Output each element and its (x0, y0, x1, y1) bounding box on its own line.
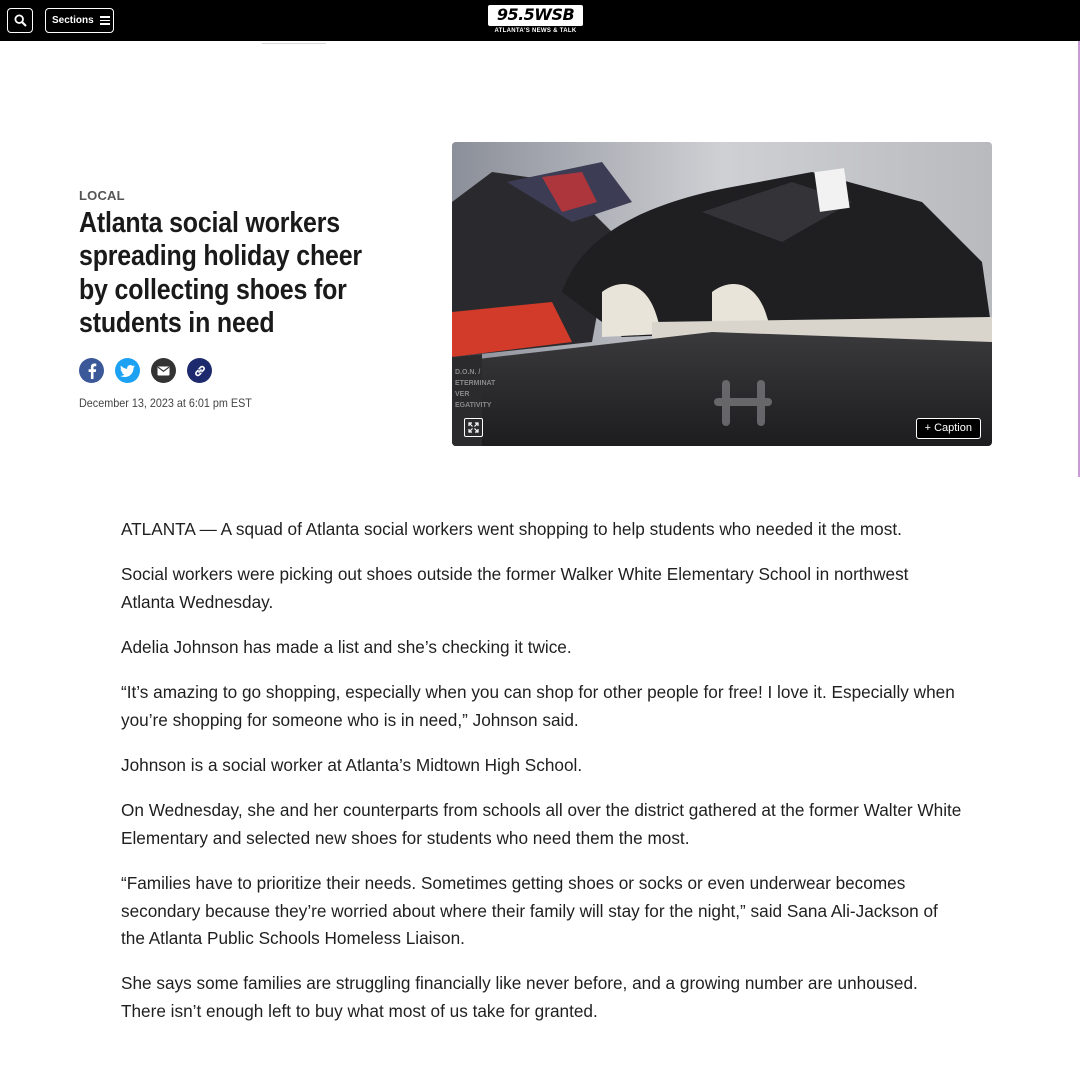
article-title: Atlanta social workers spreading holiday cheer by collecting shoes for students in need (79, 207, 362, 339)
link-icon (193, 364, 207, 378)
search-button[interactable] (7, 8, 33, 33)
article-body (121, 516, 963, 1043)
svg-text:EGATIVITY: EGATIVITY (455, 402, 492, 409)
svg-text:D.O.N. /: D.O.N. / (455, 369, 481, 376)
site-logo[interactable] (488, 5, 583, 37)
ad-divider (262, 43, 326, 44)
share-bar (79, 358, 212, 383)
svg-text:ETERMINAT: ETERMINAT (455, 380, 496, 387)
article-image[interactable] (452, 142, 992, 446)
twitter-icon (120, 365, 135, 377)
caption-toggle-button[interactable]: + Caption (916, 418, 981, 439)
article-paragraph: On Wednesday, she and her counterparts from schools all over the district gathered at the former Walter White Elementary and selected new shoes for students who need them the most. (121, 800, 962, 848)
sections-label: Sections (52, 15, 94, 26)
expand-icon (468, 422, 479, 433)
site-header (0, 0, 1080, 41)
sections-menu-button[interactable] (45, 8, 114, 33)
email-share-button[interactable] (151, 358, 176, 383)
article-paragraph: “Families have to prioritize their needs. Sometimes getting shoes or socks or even underwear becomes secondary because they’re worried about where their family will stay for the night,” said Sana Ali-Jackson of the Atlanta Public Schools Homeless Liaison. (121, 872, 938, 949)
copy-link-button[interactable] (187, 358, 212, 383)
section-label[interactable]: LOCAL (79, 188, 125, 203)
article-paragraph: Johnson is a social worker at Atlanta’s Midtown High School. (121, 754, 583, 775)
logo-tagline: ATLANTA'S NEWS & TALK (494, 28, 577, 34)
sneakers-photo (452, 142, 992, 446)
logo-wordmark: 95.5WSB (488, 5, 583, 26)
article-paragraph: Social workers were picking out shoes outside the former Walker White Elementary School in northwest Atlanta Wednesday. (121, 564, 909, 612)
facebook-share-button[interactable] (79, 358, 104, 383)
article-paragraph: Adelia Johnson has made a list and she’s checking it twice. (121, 636, 572, 657)
expand-image-button[interactable] (464, 418, 483, 437)
article-paragraph: She says some families are struggling financially like never before, and a growing number are unhoused. There isn’t enough left to buy what most of us take for granted. (121, 973, 918, 1021)
article-paragraph: ATLANTA — A squad of Atlanta social workers went shopping to help students who needed it the most. (121, 519, 902, 539)
search-icon (14, 14, 27, 27)
svg-text:VER: VER (455, 391, 470, 398)
article-paragraph: “It’s amazing to go shopping, especially when you can shop for other people for free! I love it. Especially when you’re shopping for someone who is in need,” Johnson said. (121, 682, 955, 730)
hamburger-icon (100, 16, 110, 25)
publish-date: December 13, 2023 at 6:01 pm EST (79, 396, 252, 410)
email-icon (157, 366, 170, 376)
facebook-icon (86, 363, 98, 379)
twitter-share-button[interactable] (115, 358, 140, 383)
